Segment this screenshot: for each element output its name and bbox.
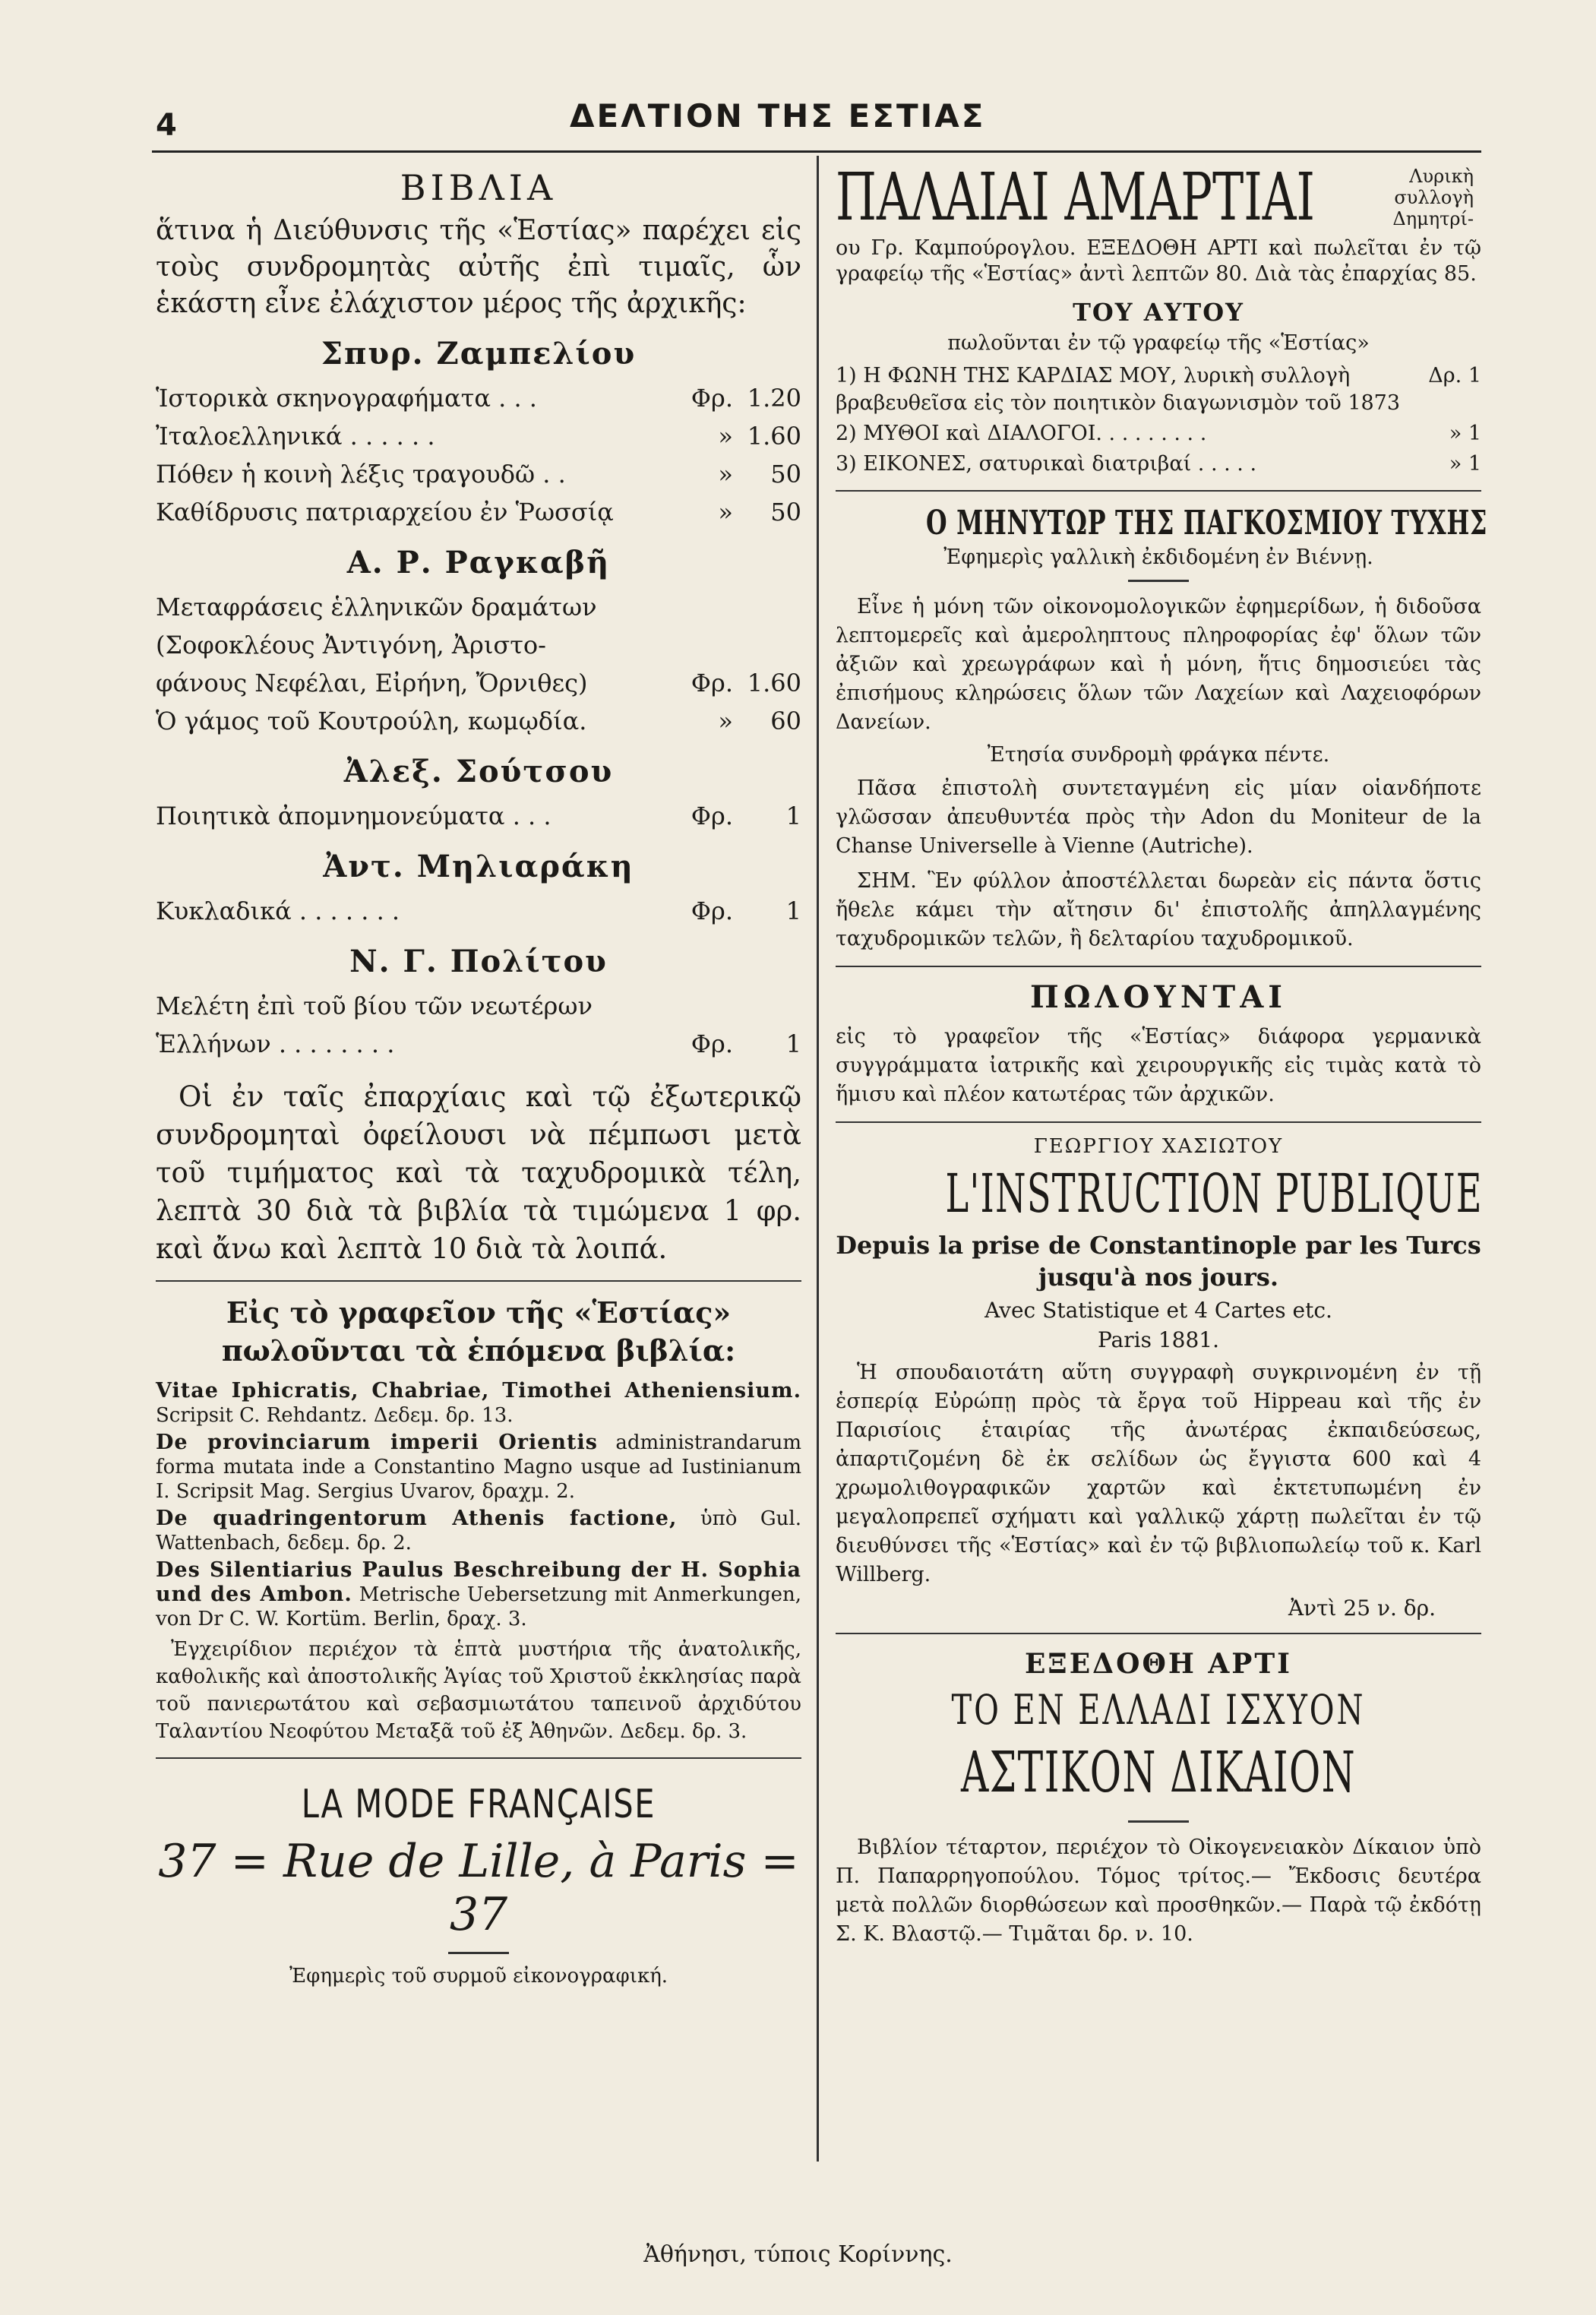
instruction-text: Ἡ σπουδαιοτάτη αὕτη συγγραφὴ συγκρινομένη ἐν τῇ ἑσπερίᾳ Εὐρώπῃ πρὸς τὰ ἔργα τοῦ Hippeau καὶ τῆς ἐν Παρισίοις ἑταιρίας τῆς ἀνωτέρας ἐκπαιδεύσεως, ἀπαρτιζομένη δὲ ἐκ σελίδων ὡς ἔγγιστα 600 καὶ 4 χρωμολιθογραφικῶν χαρτῶν καὶ ἐκτετυπωμένη ἐν μεγαλοπρεπεῖ σχήματι καὶ γαλλικῷ χάρτῃ πωλεῖται ἐν τῷ διευθύνσει τῆς «Ἑστίας» καὶ ἐν τῷ βιβλιοπωλείῳ τοῦ κ. Karl Willberg. xyxy=(836,1361,1481,1586)
instruction-place: Paris 1881. xyxy=(1097,1327,1220,1352)
author-heading: Ἀντ. Μηλιαράκη xyxy=(323,849,634,884)
section-divider xyxy=(836,490,1481,492)
postage-notice: Οἱ ἐν ταῖς ἐπαρχίαις καὶ τῷ ἐξωτερικῷ συνδρομηταὶ ὀφείλουσι νὰ πέμπωσι μετὰ τοῦ τιμήματος καὶ τὰ ταχυδρομικὰ τέλη, λεπτὰ 30 διὰ τὰ βιβλία τὰ τιμώμενα 1 φρ. καὶ ἄνω καὶ λεπτὰ 10 διὰ τὰ λοιπά. xyxy=(156,1080,801,1265)
book-title: φάνους Νεφέλαι, Εἰρήνη, Ὄρνιθες) xyxy=(156,669,588,697)
masthead-title: ΔΕΛΤΙΟΝ ΤΗΣ ΕΣΤΙΑΣ xyxy=(570,97,986,134)
instruction-author: ΓΕΩΡΓΙΟΥ ΧΑΣΙΩΤΟΥ xyxy=(1033,1135,1284,1158)
book-row xyxy=(156,987,801,1025)
book-row xyxy=(156,702,801,740)
book-row xyxy=(156,892,801,930)
book-price: 50 xyxy=(770,460,801,489)
author-heading: Α. Ρ. Ραγκαβῆ xyxy=(346,545,611,580)
book-row xyxy=(156,493,801,531)
entry-title: De quadringentorum Athenis factione, xyxy=(156,1507,678,1530)
ekdothh-text: Βιβλίον τέταρτον, περιέχον τὸ Οἰκογενειακὸν Δίκαιον ὑπὸ Π. Παπαρρηγοπούλου. Τόμος τρίτος.— Ἔκδοσις δευτέρα μετὰ πολλῶν διορθώσεων καὶ προσθηκῶν.— Παρὰ τῷ ἐκδότῃ Σ. Κ. Βλαστῷ.— Τιμᾶται δρ. ν. 10. xyxy=(836,1836,1481,1946)
book-currency: » xyxy=(718,498,733,527)
book-title: (Σοφοκλέους Ἀντιγόνη, Ἀριστο- xyxy=(156,631,546,659)
short-divider xyxy=(1128,1820,1189,1823)
book-row xyxy=(156,797,801,835)
book-title: Μεταφράσεις ἑλληνικῶν δραμάτων xyxy=(156,593,597,621)
book-price: 1 xyxy=(785,897,801,925)
book-row xyxy=(156,664,801,702)
book-group xyxy=(156,849,801,930)
ekdothh-main-title: ΑΣΤΙΚΟΝ ΔΙΚΑΙΟΝ xyxy=(961,1740,1356,1805)
book-group xyxy=(156,754,801,835)
right-column xyxy=(836,160,1488,1955)
section-divider xyxy=(836,1121,1481,1123)
sold-at-note: πωλοῦνται ἐν τῷ γραφείῳ τῆς «Ἑστίας» xyxy=(947,331,1370,355)
book-group xyxy=(156,944,801,1063)
book-currency xyxy=(680,626,733,664)
mhnytor-note: ΣΗΜ. Ἓν φύλλον ἀποστέλλεται δωρεὰν εἰς πάντα ὅστις ἤθελε κάμει τὴν αἴτησιν δι' ἐπιστολῆς ἀπηλλαγμένης ταχυδρομικῶν τελῶν, ἢ δελταρίου ταχυδρομικοῦ. xyxy=(836,869,1481,950)
book-title: Κυκλαδικά . . . . . . . xyxy=(156,897,400,925)
book-title: Ὁ γάμος τοῦ Κουτρούλη, κωμῳδία. xyxy=(156,707,587,735)
palaiai-header xyxy=(836,160,1481,236)
list-item-text: 2) ΜΥΘΟΙ καὶ ΔΙΑΛΟΓΟΙ. . . . . . . . . xyxy=(836,422,1207,445)
biblia-intro: ἅτινα ἡ Διεύθυνσις τῆς «Ἑστίας» παρέχει εἰς τοὺς συνδρομητὰς αὐτῆς ἐπὶ τιμαῖς, ὧν ἑκάστη εἶνε ἐλάχιστον μέρος τῆς ἀρχικῆς: xyxy=(156,215,801,319)
palaiai-description: ου Γρ. Καμπούρογλου. ΕΞΕΔΟΘΗ ΑΡΤΙ καὶ πωλεῖται ἐν τῷ γραφείῳ τῆς «Ἑστίας» ἀντὶ λεπτῶν 80. Διὰ τὰς ἐπαρχίας 85. xyxy=(836,236,1481,286)
book-title: Ἰταλοελληνικά . . . . . . xyxy=(156,422,435,451)
entry-detail: ὑπὸ Gul. Wattenbach, δεδεμ. δρ. 2. xyxy=(156,1507,802,1554)
author-heading: Σπυρ. Ζαμπελίου xyxy=(321,336,637,372)
list-item-price: » 1 xyxy=(1449,422,1481,445)
book-currency: » xyxy=(718,460,733,489)
book-currency xyxy=(680,987,733,1025)
book-row xyxy=(156,455,801,493)
entry-title: Des Silentiarius Paulus Beschreibung der H. Sophia und des Ambon. xyxy=(156,1558,801,1606)
list-item-text: 1) Η ΦΩΝΗ ΤΗΣ ΚΑΡΔΙΑΣ ΜΟΥ, λυρικὴ συλλογὴ βραβευθεῖσα εἰς τὸν ποιητικὸν διαγωνισμὸν τοῦ 1873 xyxy=(836,364,1401,415)
list-item xyxy=(836,420,1481,448)
book-title: Ἑλλήνων . . . . . . . . xyxy=(156,1029,395,1058)
page-number: 4 xyxy=(156,108,177,143)
mhnytor-title: Ο ΜΗΝΥΤΩΡ ΤΗΣ ΠΑΓΚΟΣΜΙΟΥ ΤΥΧΗΣ xyxy=(926,504,1488,542)
book-group xyxy=(156,336,801,531)
entry-title: De provinciarum imperii Orientis xyxy=(156,1431,598,1454)
short-divider xyxy=(1128,580,1189,582)
mhnytor-paragraph: Πᾶσα ἐπιστολὴ συντεταγμένη εἰς μίαν οἱανδήποτε γλῶσσαν ἀπευθυντέα πρὸς τὴν Adon du Moniteur de la Chanse Universelle à Vienne (Autriche). xyxy=(836,776,1481,858)
latin-book-entry xyxy=(156,1558,801,1631)
section-divider xyxy=(836,1633,1481,1634)
ekdothh-line: ΤΟ ΕΝ ΕΛΛΑΔΙ ΙΣΧΥΟΝ xyxy=(951,1686,1366,1734)
section-divider xyxy=(156,1280,801,1282)
section-divider xyxy=(836,966,1481,967)
subscription-note: Ἐτησία συνδρομὴ φράγκα πέντε. xyxy=(987,743,1330,767)
book-currency: Φρ. xyxy=(691,802,733,830)
entry-detail: Metrische Uebersetzung mit Anmerkungen, von Dr C. W. Kortüm. Berlin, δραχ. 3. xyxy=(156,1583,801,1630)
book-row xyxy=(156,379,801,417)
palaiai-side-note: Λυρικὴ συλλογὴ Δημητρί- xyxy=(1392,166,1474,229)
mhnytor-subtitle: Ἐφημερὶς γαλλικὴ ἐκδιδομένη ἐν Βιέννῃ. xyxy=(943,546,1373,569)
book-price: 1.60 xyxy=(747,422,801,451)
list-item-text: 3) ΕΙΚΟΝΕΣ, σατυρικαὶ διατριβαί . . . . . xyxy=(836,452,1257,476)
latin-book-entry xyxy=(156,1507,801,1555)
book-price: 60 xyxy=(770,707,801,735)
instruction-title: L'INSTRUCTION PUBLIQUE xyxy=(945,1162,1483,1225)
palaiai-title: ΠΑΛΑΙΑΙ ΑΜΑΡΤΙΑΙ xyxy=(836,160,1315,236)
entry-detail: Scripsit C. Rehdantz. Δεδεμ. δρ. 13. xyxy=(156,1404,514,1427)
book-currency: » xyxy=(718,707,733,735)
instruction-meta: Avec Statistique et 4 Cartes etc. xyxy=(984,1298,1332,1323)
same-author-heading: ΤΟΥ ΑΥΤΟΥ xyxy=(1073,298,1244,327)
book-price: 1 xyxy=(785,1029,801,1058)
book-price: 50 xyxy=(770,498,801,527)
book-currency xyxy=(680,588,733,626)
author-heading: Ἀλεξ. Σούτσου xyxy=(343,754,614,789)
list-item-price: » 1 xyxy=(1449,452,1481,476)
book-price xyxy=(733,987,801,1025)
book-price: 1 xyxy=(785,802,801,830)
section-divider xyxy=(156,1757,801,1759)
entry-title: Vitae Iphicratis, Chabriae, Timothei Atheniensium. xyxy=(156,1379,801,1403)
poloyntai-title: ΠΩΛΟΥΝΤΑΙ xyxy=(1030,979,1287,1015)
book-currency: » xyxy=(718,422,733,451)
book-title: Ἱστορικὰ σκηνογραφήματα . . . xyxy=(156,384,537,413)
biblia-title: ΒΙΒΛΙΑ xyxy=(400,167,558,208)
book-row xyxy=(156,626,801,664)
mhnytor-paragraph: Εἶνε ἡ μόνη τῶν οἰκονομολογικῶν ἐφημερίδων, ἡ διδοῦσα λεπτομερεῖς καὶ ἀμεροληπτους πληροφορίας ἐφ' ὅλων τῶν ἀξιῶν καὶ χρεωγράφων καὶ ἡ μόνη, ἥτις δημοσιεύει τὰς ἐπισήμους κληρώσεις ὅλων τῶν Λαχείων καὶ Λαχειοφόρων Δανείων. xyxy=(836,595,1481,734)
entry-detail: administrandarum forma mutata inde a Constantino Magno usque ad Iustinianum I. Scripsit Mag. Sergius Uvarov, δραχμ. 2. xyxy=(156,1431,801,1503)
greek-book-entry: Ἐγχειρίδιον περιέχον τὰ ἑπτὰ μυστήρια τῆς ἀνατολικῆς, καθολικῆς καὶ ἀποστολικῆς Ἁγίας τοῦ Χριστοῦ ἐκκλησίας παρὰ τοῦ πανιερωτάτου καὶ σεβασμιωτάτου ταπεινοῦ ἀρχιδύτου Ταλαντίου Νεοφύτου Μεταξᾶ τοῦ ἐξ Ἀθηνῶν. Δεδεμ. δρ. 3. xyxy=(156,1638,801,1743)
book-row xyxy=(156,1025,801,1063)
latin-book-entry xyxy=(156,1379,801,1428)
mode-francaise-address: 37 = Rue de Lille, à Paris = 37 xyxy=(158,1835,799,1941)
instruction-price: Ἀντὶ 25 ν. δρ. xyxy=(1288,1596,1436,1621)
book-currency: Φρ. xyxy=(691,384,733,413)
book-price: 1.20 xyxy=(747,384,801,413)
list-item-price: Δρ. 1 xyxy=(1428,364,1481,387)
latin-book-entry xyxy=(156,1431,801,1504)
book-row xyxy=(156,588,801,626)
book-title: Πόθεν ἡ κοινὴ λέξις τραγουδῶ . . xyxy=(156,460,566,489)
sold-books-heading: Εἰς τὸ γραφεῖον τῆς «Ἑστίας» πωλοῦνται τὰ ἑπόμενα βιβλία: xyxy=(221,1295,736,1368)
list-item xyxy=(836,362,1481,417)
list-item xyxy=(836,451,1481,478)
book-price xyxy=(733,588,801,626)
book-title: Ποιητικὰ ἀπομνημονεύματα . . . xyxy=(156,802,551,830)
book-currency: Φρ. xyxy=(691,897,733,925)
book-currency: Φρ. xyxy=(691,1029,733,1058)
column-rule xyxy=(817,156,819,2162)
printer-imprint: Ἀθήνησι, τύποις Κορίννης. xyxy=(643,2241,953,2268)
left-column xyxy=(156,160,801,1992)
mode-francaise-title: LA MODE FRANÇAISE xyxy=(301,1782,656,1827)
book-row xyxy=(156,417,801,455)
ekdothh-title: ΕΞΕΔΟΘΗ ΑΡΤΙ xyxy=(1024,1648,1293,1680)
instruction-subtitle: Depuis la prise de Constantinople par les Turcs jusqu'à nos jours. xyxy=(836,1231,1481,1292)
book-price xyxy=(733,626,801,664)
book-group xyxy=(156,545,801,740)
poloyntai-text: εἰς τὸ γραφεῖον τῆς «Ἑστίας» διάφορα γερμανικὰ συγγράμματα ἰατρικῆς καὶ χειρουργικῆς εἰς τιμὰς κατὰ τὸ ἥμισυ καὶ πλέον κατωτέρας τῶν ἀρχικῶν. xyxy=(836,1025,1481,1106)
book-currency: Φρ. xyxy=(691,669,733,697)
book-price: 1.60 xyxy=(747,669,801,697)
mode-francaise-subtitle: Ἐφημερὶς τοῦ συρμοῦ εἰκονογραφική. xyxy=(289,1965,668,1988)
author-heading: Ν. Γ. Πολίτου xyxy=(349,944,608,979)
header-rule xyxy=(152,150,1481,153)
book-title: Μελέτη ἐπὶ τοῦ βίου τῶν νεωτέρων xyxy=(156,991,593,1020)
book-title: Καθίδρυσις πατριαρχείου ἐν Ῥωσσίᾳ xyxy=(156,498,614,527)
short-divider xyxy=(448,1952,509,1954)
